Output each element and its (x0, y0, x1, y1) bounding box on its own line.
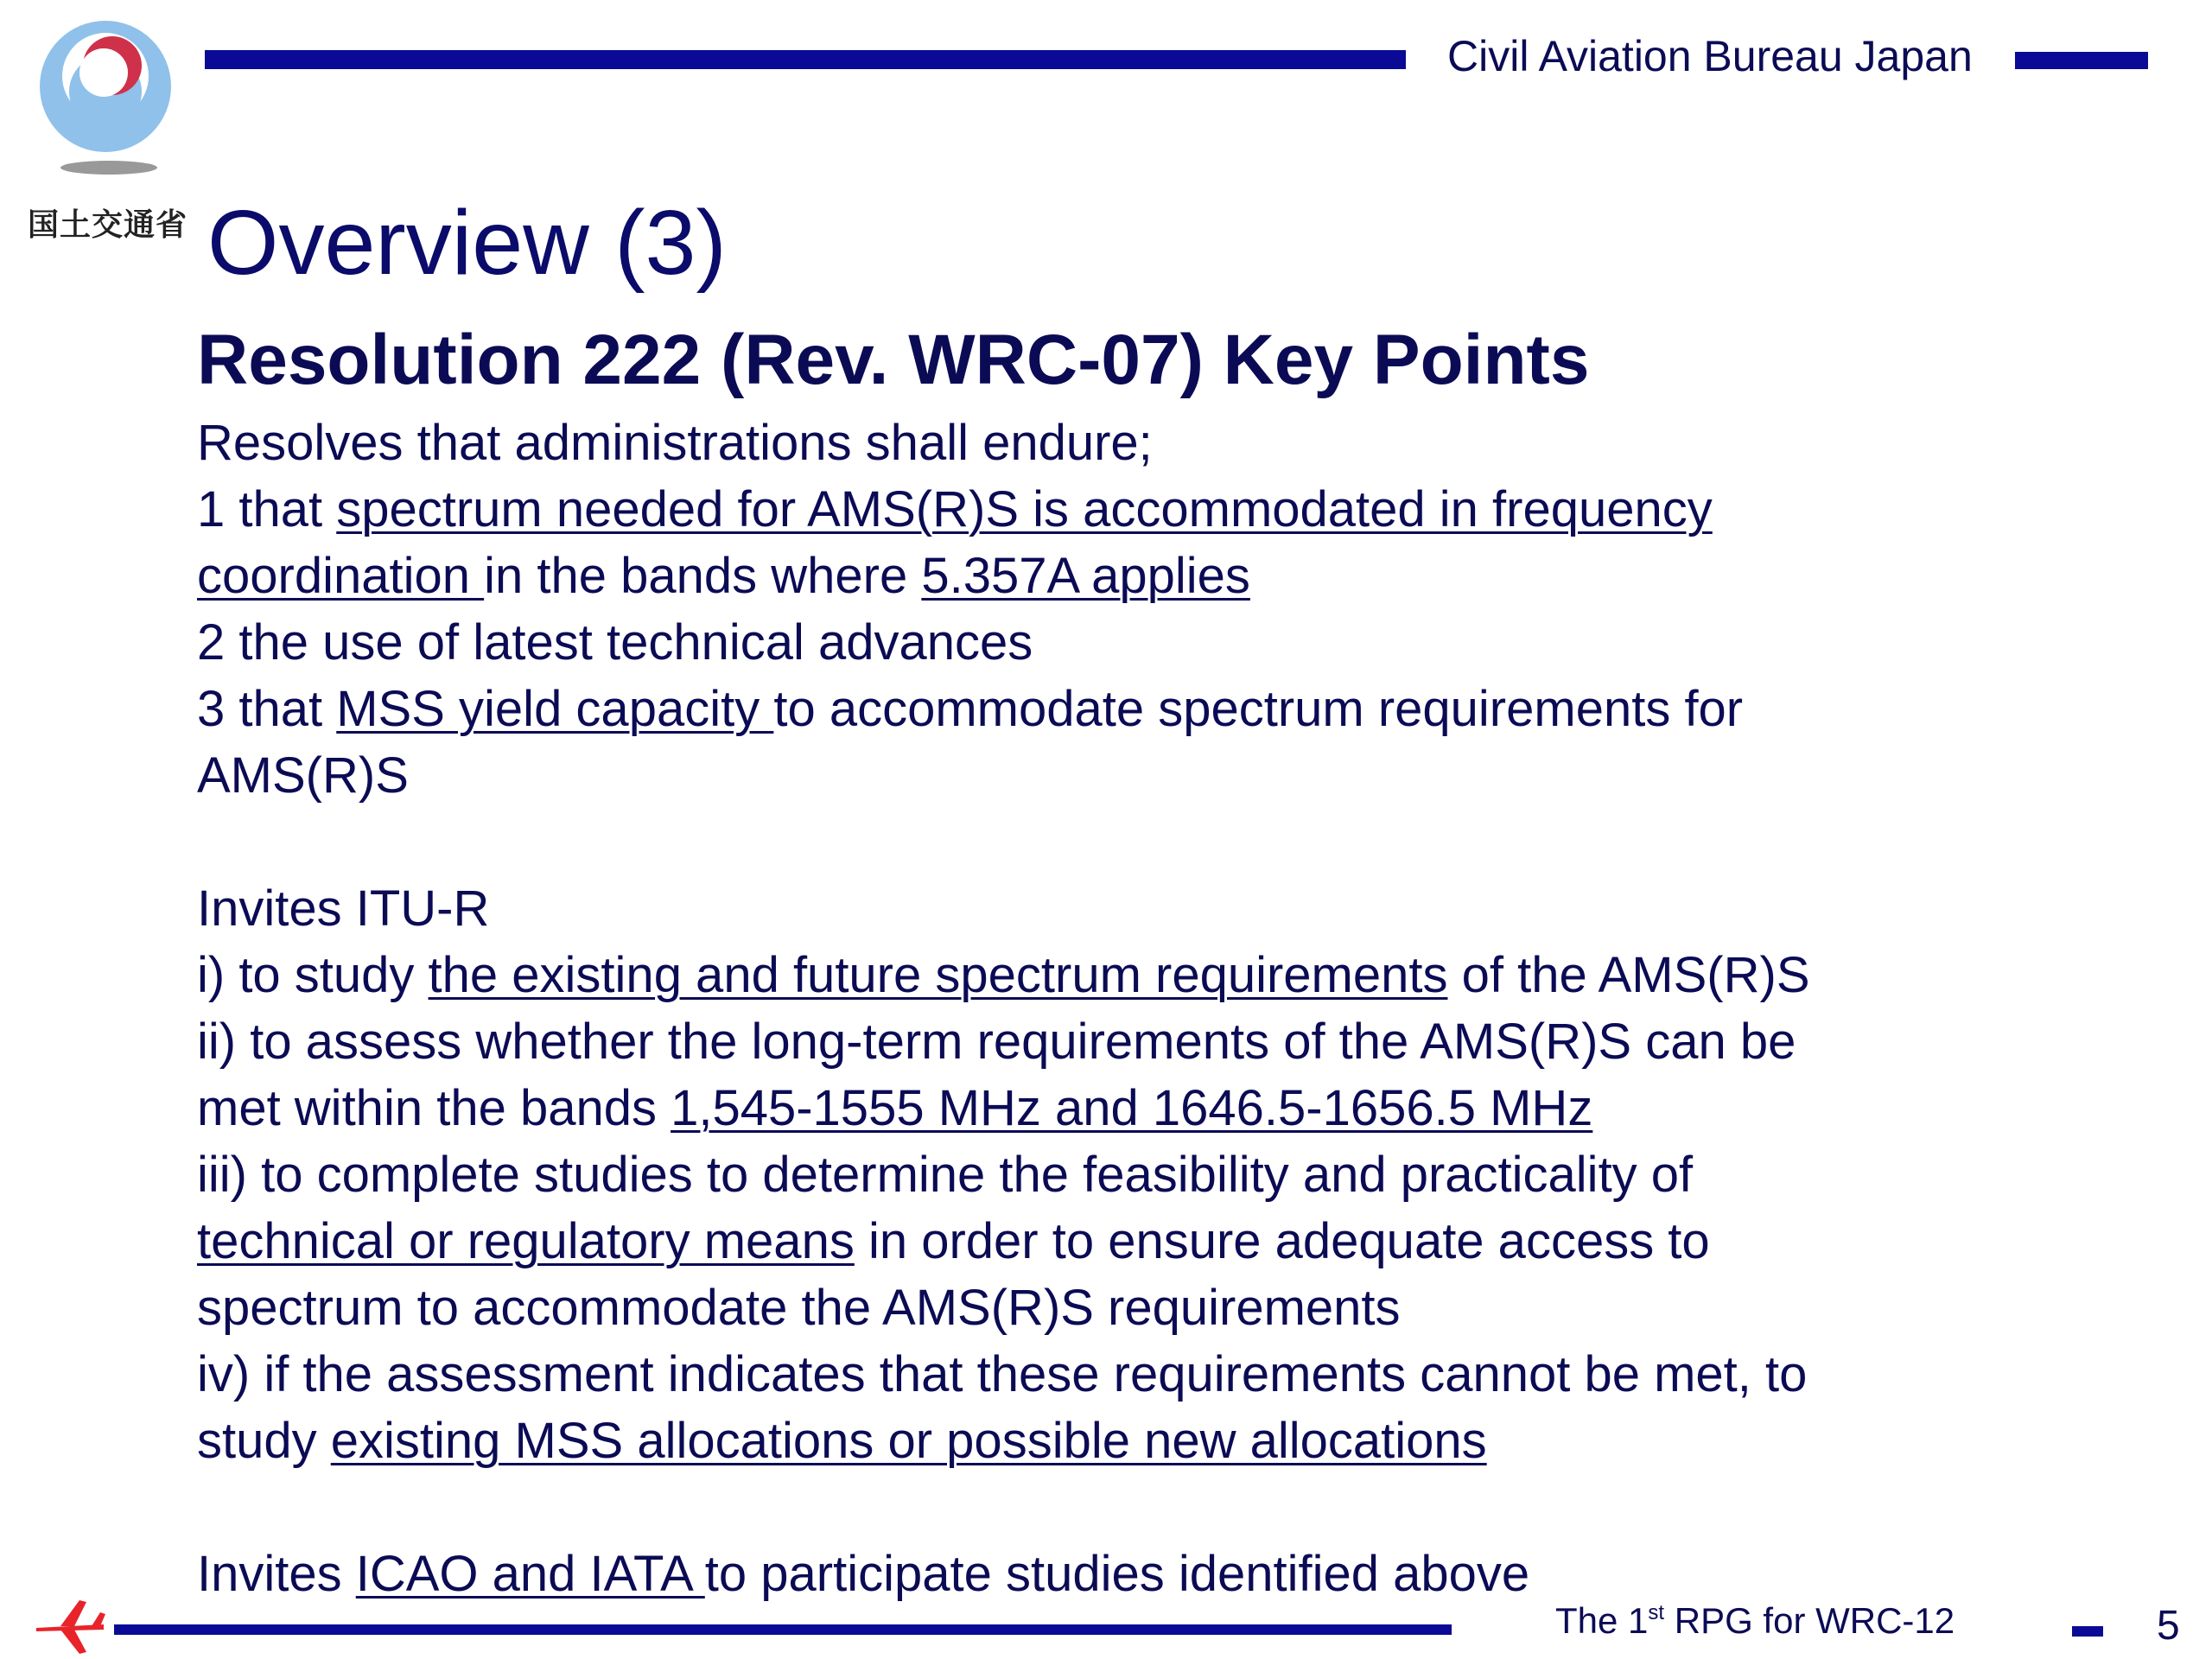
invites-itu-heading: Invites ITU-R (197, 880, 490, 937)
invites-itu-item-ii: ii) to assess whether the long-term requirements of the AMS(R)S can be (197, 1014, 1796, 1070)
resolves-item-3: 3 that MSS yield capacity to accommodate spectrum requirements for (197, 681, 1744, 737)
invites-itu-item-ii-cont: met within the bands 1,545-1555 MHz and 1646.5-1656.5 MHz (197, 1080, 1593, 1136)
invites-itu-item-iv: iv) if the assessment indicates that these requirements cannot be met, to (197, 1346, 1808, 1402)
airplane-icon (35, 1597, 107, 1657)
header-accent-bar-short (2015, 52, 2148, 69)
invites-itu-item-iii-cont2: spectrum to accommodate the AMS(R)S requirements (197, 1280, 1401, 1336)
invites-itu-item-iii-cont: technical or regulatory means in order to ensure adequate access to (197, 1213, 1710, 1269)
underlined-phrase: spectrum needed for AMS(R)S is accommodated in frequency (336, 481, 1713, 537)
page-number: 5 (2157, 1603, 2180, 1649)
spacer (197, 809, 2184, 875)
underlined-phrase: ICAO and IATA (355, 1546, 705, 1602)
footer-accent-bar (114, 1624, 1452, 1635)
organization-name: Civil Aviation Bureau Japan (1447, 32, 1973, 80)
ministry-logo-text: 国土交通省 (28, 207, 188, 242)
underlined-phrase: technical or regulatory means (197, 1213, 855, 1269)
slide-subtitle: Resolution 222 (Rev. WRC-07) Key Points (197, 321, 1590, 399)
header-accent-bar (205, 50, 1406, 69)
resolves-intro: Resolves that administrations shall endure; (197, 415, 1153, 471)
invites-itu-item-i: i) to study the existing and future spectrum requirements of the AMS(R)S (197, 947, 1810, 1003)
underlined-phrase: the existing and future spectrum requirements (428, 947, 1448, 1003)
slide-title: Overview (3) (207, 192, 727, 294)
underlined-phrase: MSS yield capacity (336, 681, 774, 737)
invites-itu-item-iv-cont: study existing MSS allocations or possible new allocations (197, 1413, 1487, 1469)
slide-body (197, 410, 2184, 1607)
invites-itu-item-iii: iii) to complete studies to determine the feasibility and practicality of (197, 1147, 1694, 1203)
underlined-phrase: 5.357A applies (921, 548, 1250, 604)
resolves-item-3-cont: AMS(R)S (197, 747, 409, 804)
underlined-phrase: 1,545-1555 MHz and 1646.5-1656.5 MHz (671, 1080, 1593, 1136)
resolves-item-1: 1 that spectrum needed for AMS(R)S is accommodated in frequency (197, 481, 1713, 537)
underlined-phrase: existing MSS allocations or possible new allocations (330, 1413, 1487, 1469)
footer-accent-bar-short (2072, 1626, 2103, 1637)
resolves-item-1-cont: coordination in the bands where 5.357A applies (197, 548, 1250, 604)
spacer (197, 1474, 2184, 1541)
underlined-phrase: coordination (197, 548, 485, 604)
resolves-item-2: 2 the use of latest technical advances (197, 614, 1033, 671)
footer-event-label: The 1st RPG for WRC-12 (1555, 1600, 1955, 1641)
invites-icao: Invites ICAO and IATA to participate studies identified above (197, 1546, 1530, 1602)
